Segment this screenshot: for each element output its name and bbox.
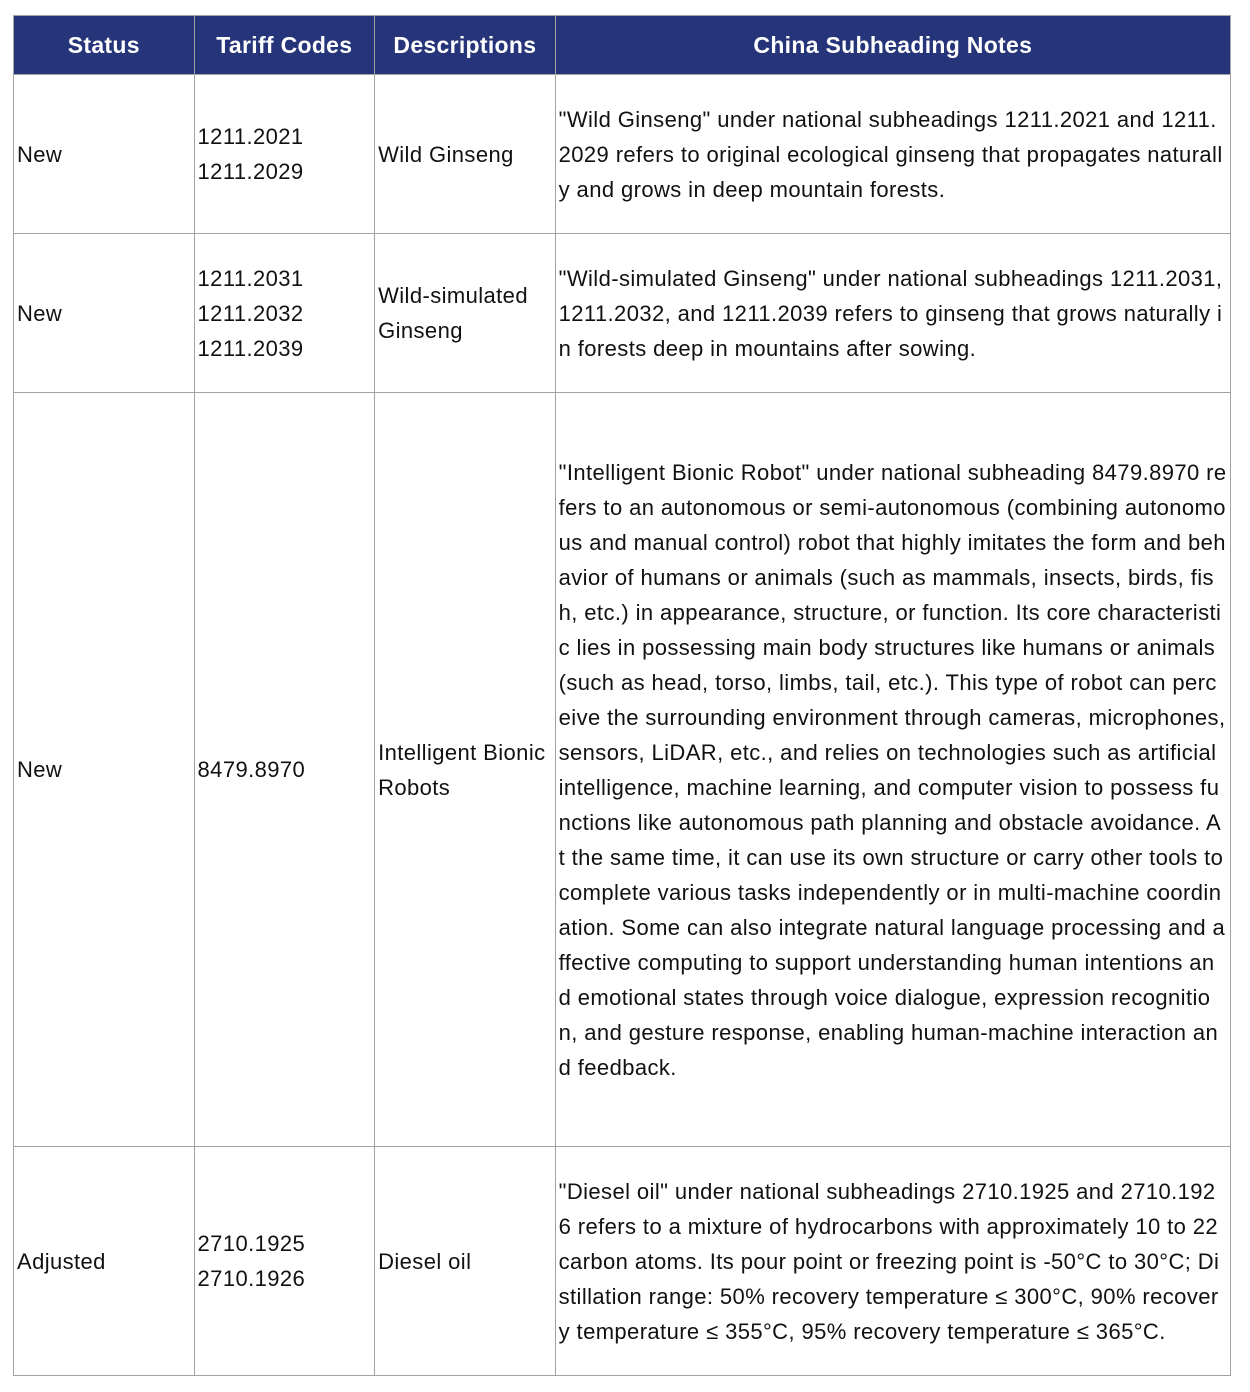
tariff-codes-cell (194, 234, 375, 393)
status-cell: Adjusted (14, 1147, 195, 1376)
table-row (14, 75, 1231, 234)
tariff-notes-table (13, 15, 1231, 1376)
header-descriptions: Descriptions (375, 16, 556, 75)
header-china-subheading-notes: China Subheading Notes (555, 16, 1230, 75)
status-cell: New (14, 234, 195, 393)
status-cell: New (14, 393, 195, 1147)
tariff-code: 1211.2029 (197, 159, 304, 184)
table-row (14, 1147, 1231, 1376)
note-cell: "Diesel oil" under national subheadings 2710.1925 and 2710.1926 refers to a mixture of hydrocarbons with approximately 10 to 22 carbon atoms. Its pour point or freezing point is -50°C to 30°C; Distillation range: 50% recovery temperature ≤ 300°C, 90% recovery temperature ≤ 355°C, 95% recovery temperature ≤ 365°C. (555, 1147, 1230, 1376)
table-row (14, 393, 1231, 1147)
tariff-code: 1211.2032 (197, 300, 304, 326)
tariff-code: 8479.8970 (197, 757, 306, 782)
tariff-codes-cell (194, 1147, 375, 1376)
description-cell: Wild-simulated Ginseng (375, 234, 556, 393)
note-cell: "Intelligent Bionic Robot" under national subheading 8479.8970 refers to an autonomous or semi-autonomous (combining autonomous and manual control) robot that highly imitates the form and behavior of humans or animals (such as mammals, insects, birds, fish, etc.) in appearance, structure, or function. Its core characteristic lies in possessing main body structures like humans or animals (such as head, torso, limbs, tail, etc.). This type of robot can perceive the surrounding environment through cameras, microphones, sensors, LiDAR, etc., and relies on technologies such as artificial intelligence, machine learning, and computer vision to possess functions like autonomous path planning and obstacle avoidance. At the same time, it can use its own structure or carry other tools to complete various tasks independently or in multi-machine coordination. Some can also integrate natural language processing and affective computing to support understanding human intentions and emotional states through voice dialogue, expression recognition, and gesture response, enabling human-machine interaction and feedback. (555, 393, 1230, 1147)
description-cell: Intelligent Bionic Robots (375, 393, 556, 1147)
tariff-code: 1211.2031 (197, 265, 304, 291)
tariff-codes-cell (194, 75, 375, 234)
table-row (14, 234, 1231, 393)
note-cell: "Wild Ginseng" under national subheadings 1211.2021 and 1211.2029 refers to original ecological ginseng that propagates naturally and grows in deep mountain forests. (555, 75, 1230, 234)
header-status: Status (14, 16, 195, 75)
note-cell: "Wild-simulated Ginseng" under national subheadings 1211.2031, 1211.2032, and 1211.2039 refers to ginseng that grows naturally in forests deep in mountains after sowing. (555, 234, 1230, 393)
status-cell: New (14, 75, 195, 234)
tariff-codes-cell (194, 393, 375, 1147)
tariff-code: 1211.2021 (197, 124, 304, 149)
description-cell: Wild Ginseng (375, 75, 556, 234)
tariff-code: 2710.1925 (197, 1231, 306, 1256)
tariff-code: 2710.1926 (197, 1266, 306, 1291)
tariff-code: 1211.2039 (197, 335, 304, 361)
description-cell: Diesel oil (375, 1147, 556, 1376)
header-tariff-codes: Tariff Codes (194, 16, 375, 75)
table-header-row (14, 16, 1231, 75)
